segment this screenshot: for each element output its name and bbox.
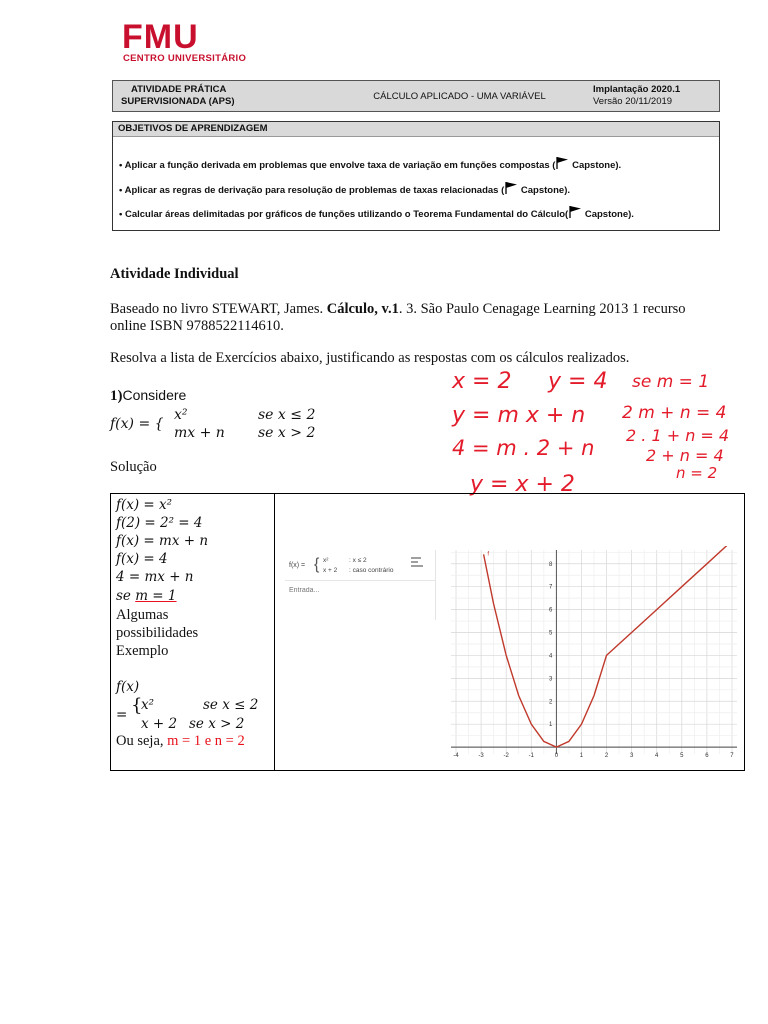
solution-text: Exemplo [116, 643, 169, 659]
x-tick-label: 1 [579, 753, 584, 760]
version-info: Implantação 2020.1 Versão 20/11/2019 [593, 84, 681, 107]
objective-item: • Aplicar a função derivada em problemas que envolve taxa de variação em funções compostas ( Capstone). [119, 157, 621, 171]
handwritten-note: 2 + n = 4 [646, 446, 724, 465]
algebra-input[interactable] [287, 582, 431, 598]
section-heading: Atividade Individual [110, 266, 239, 282]
solution-case: x + 2 [141, 716, 178, 732]
flag-icon [568, 206, 582, 218]
algebra-case: x² [323, 557, 329, 564]
objectives-box [112, 121, 720, 231]
solution-line: 4 = mx + n [116, 569, 194, 585]
function-lhs: f(x) = { [110, 416, 164, 432]
objective-item: • Calcular áreas delimitadas por gráficos de funções utilizando o Teorema Fundamental do Cálculo( Capstone). [119, 206, 634, 220]
solution-case: se x ≤ 2 [203, 697, 259, 713]
solution-line: f(x) = mx + n [116, 533, 209, 549]
y-tick-label: 2 [549, 699, 553, 706]
solution-case: x² [141, 697, 155, 713]
case2-expression: mx + n [174, 425, 225, 441]
x-tick-label: 7 [730, 753, 734, 760]
x-tick-label: 5 [680, 753, 684, 760]
solution-case: se x > 2 [189, 716, 245, 732]
y-tick-label: 5 [549, 630, 553, 637]
course-title: CÁLCULO APLICADO - UMA VARIÁVEL [373, 90, 546, 102]
flag-icon [555, 157, 569, 169]
algebra-case: : caso contrário [349, 567, 394, 574]
handwritten-note: se m = 1 [632, 372, 710, 392]
y-tick-label: 7 [549, 584, 553, 591]
solution-line: f(x) [116, 679, 140, 695]
handwritten-note: x = 2 [452, 369, 512, 394]
fmu-logo: FMU [122, 18, 199, 56]
y-tick-label: 3 [549, 676, 553, 683]
y-tick-label: 4 [549, 653, 553, 660]
solution-table [110, 493, 745, 771]
sliders-icon[interactable] [409, 555, 426, 569]
x-tick-label: 4 [655, 753, 659, 760]
algebra-panel [285, 550, 436, 620]
solution-conclusion: Ou seja, m = 1 e n = 2 [116, 733, 245, 749]
brace-glyph: { [131, 695, 143, 716]
solution-line: f(2) = 2² = 4 [116, 515, 203, 531]
x-tick-label: -4 [453, 753, 459, 760]
table-divider [274, 494, 275, 770]
question-title: 1)Considere [110, 387, 187, 404]
case1-expression: x² [174, 407, 188, 423]
solution-text: possibilidades [116, 625, 199, 641]
solution-line: f(x) = 4 [116, 551, 168, 567]
document-header [112, 80, 720, 112]
case1-condition: se x ≤ 2 [258, 407, 316, 423]
x-tick-label: 6 [705, 753, 709, 760]
geogebra-view [285, 546, 741, 770]
algebra-case: x + 2 [323, 567, 338, 574]
panel-separator [285, 580, 435, 581]
solution-text: Algumas [116, 607, 169, 623]
logo-subtitle: CENTRO UNIVERSITÁRIO [123, 53, 247, 64]
activity-type: ATIVIDADE PRÁTICA SUPERVISIONADA (APS) [121, 84, 235, 107]
handwritten-note: y = m x + n [452, 403, 586, 428]
x-tick-label: -2 [503, 753, 509, 760]
handwritten-note: y = 4 [548, 369, 608, 394]
algebra-fx: f(x) = [289, 562, 306, 569]
series-line [484, 546, 732, 747]
flag-icon [504, 182, 518, 194]
objective-item: • Aplicar as regras de derivação para resolução de problemas de taxas relacionadas ( Capstone). [119, 182, 570, 196]
solution-line: f(x) = x² [116, 497, 173, 513]
x-tick-label: 0 [554, 753, 559, 760]
handwritten-note: 2 . 1 + n = 4 [626, 426, 730, 445]
graph-plot [447, 546, 741, 770]
handwritten-note: n = 2 [676, 464, 718, 482]
reference-text: Baseado no livro STEWART, James. Cálculo, v.1. 3. São Paulo Cenagage Learning 2013 1 recurso online ISBN 9788522114610. [110, 301, 686, 334]
case2-condition: se x > 2 [258, 425, 316, 441]
objectives-title: OBJETIVOS DE APRENDIZAGEM [113, 122, 719, 137]
solution-line: = [116, 707, 128, 723]
solution-line: se m = 1 [116, 588, 177, 604]
x-tick-label: -1 [528, 753, 534, 760]
x-tick-label: 2 [604, 753, 609, 760]
y-tick-label: 1 [549, 722, 553, 729]
algebra-case: : x ≤ 2 [349, 557, 367, 564]
handwritten-note: 2 m + n = 4 [622, 403, 727, 423]
y-tick-label: 6 [549, 607, 553, 614]
x-tick-label: -3 [478, 753, 484, 760]
y-tick-label: 8 [549, 561, 553, 568]
x-tick-label: 3 [629, 753, 634, 760]
algebra-brace: { [314, 556, 320, 573]
handwritten-note: 4 = m . 2 + n [452, 436, 595, 460]
solution-label: Solução [110, 459, 157, 475]
handwritten-note: y = x + 2 [470, 472, 575, 497]
curve-label: f [487, 551, 490, 558]
instructions-text: Resolva a lista de Exercícios abaixo, justificando as respostas com os cálculos realizados. [110, 350, 630, 366]
